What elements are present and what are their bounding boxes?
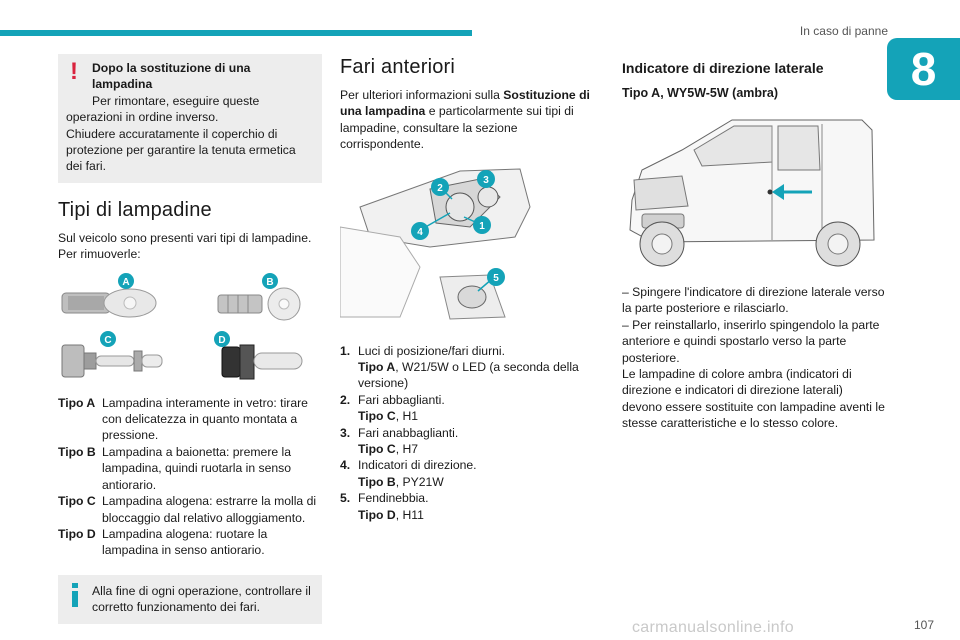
bulb-d-image xyxy=(212,331,322,386)
header-accent-bar xyxy=(0,30,472,36)
warning-line-2: operazioni in ordine inverso. xyxy=(66,110,219,125)
list-item: 1. Luci di posizione/fari diurni. Tipo A, W21/5W o LED (a seconda della versione) xyxy=(340,343,579,391)
bulb-b-image xyxy=(212,273,322,328)
side-indicator-step-1: – Spingere l'indicatore di direzione laterale verso la parte posteriore e rilasciarlo. xyxy=(622,285,885,316)
side-indicator-step-2: – Per reinstallarlo, inserirlo spingendolo la parte anteriore e quindi spostarlo verso la parte posteriore. xyxy=(622,317,880,365)
info-text: Alla fine di ogni operazione, controllare il corretto funzionamento dei fari. xyxy=(92,583,311,615)
headlight-label-1: 1 xyxy=(479,220,485,232)
warning-rest: Chiudere accuratamente il coperchio di protezione per garantire la tenuta ermetica dei fari. xyxy=(66,126,296,174)
list-item: Tipo D Lampadina alogena: ruotare la lampadina in senso antiorario. xyxy=(58,526,268,558)
column-right xyxy=(622,54,886,432)
bulb-c-label: C xyxy=(104,334,112,346)
bulb-d-label: D xyxy=(218,334,226,346)
front-lights-heading: Fari anteriori xyxy=(340,56,456,78)
headlight-label-4: 4 xyxy=(417,226,423,238)
list-item: 4. Indicatori di direzione. Tipo B, PY21W xyxy=(340,458,477,489)
bulb-b-label: B xyxy=(266,276,274,288)
bulb-a-label: A xyxy=(122,276,130,288)
chapter-number-tab: 8 xyxy=(887,38,960,100)
info-box xyxy=(58,575,322,624)
bulb-c-image xyxy=(58,331,168,386)
list-item: Tipo C Lampadina alogena: estrarre la molla di bloccaggio dal relativo alloggiamento. xyxy=(58,494,317,525)
list-item: 3. Fari anabbaglianti. Tipo C, H7 xyxy=(340,425,459,457)
front-lights-list xyxy=(340,343,604,523)
info-icon xyxy=(70,583,80,607)
list-item: 5. Fendinebbia. Tipo D, H11 xyxy=(340,491,429,522)
list-item: 2. Fari abbaglianti. Tipo C, H1 xyxy=(340,392,445,424)
van-side-indicator-illustration xyxy=(622,110,886,270)
warning-box xyxy=(58,54,322,183)
lamp-types-list xyxy=(58,395,322,559)
page-number: 107 xyxy=(913,618,934,632)
warning-exclamation-icon: ! xyxy=(70,58,78,85)
side-indicator-note: Le lampadine di colore ambra (indicatori di direzione e indicatori di direzione laterali) devono essere sostituite con lampadine aventi le stesse caratteristiche e lo stesso colore. xyxy=(622,367,885,431)
front-lights-intro: Per ulteriori informazioni sulla Sostituzione di una lampadina e particolarmente sui tipi di lampadine, consultare la sezione corrispondente. xyxy=(340,88,590,152)
side-indicator-heading: Indicatore di direzione laterale xyxy=(622,60,824,76)
column-middle xyxy=(340,54,604,523)
lamp-types-intro: Sul veicolo sono presenti vari tipi di lampadine. Per rimuoverle: xyxy=(58,230,312,262)
column-left xyxy=(58,54,322,624)
headlight-label-5: 5 xyxy=(493,272,499,284)
bulb-types-illustration xyxy=(58,273,322,387)
bulb-a-image xyxy=(58,273,168,328)
headlight-illustration xyxy=(340,167,604,327)
warning-line-1: Per rimontare, eseguire queste xyxy=(92,93,260,108)
warning-title: Dopo la sostituzione di una lampadina xyxy=(92,61,251,92)
list-item: Tipo A Lampadina interamente in vetro: tirare con delicatezza in quanto montata a pressione. xyxy=(58,395,308,443)
list-item: Tipo B Lampadina a baionetta: premere la lampadina, quindi ruotarla in senso antiorario. xyxy=(58,444,292,492)
headlight-label-2: 2 xyxy=(437,182,443,194)
side-indicator-subheading: Tipo A, WY5W-5W (ambra) xyxy=(622,86,778,100)
headlight-label-3: 3 xyxy=(483,174,489,186)
watermark: carmanualsonline.info xyxy=(632,619,794,636)
section-title: In caso di panne xyxy=(799,24,888,38)
lamp-types-heading: Tipi di lampadine xyxy=(58,198,212,221)
